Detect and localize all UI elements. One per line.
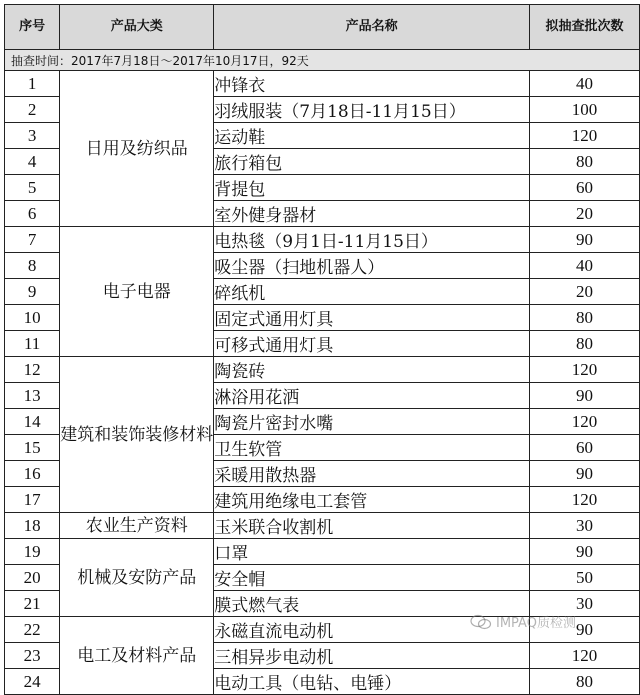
- category-cell: 电工及材料产品: [60, 617, 214, 695]
- row-index: 10: [5, 305, 60, 331]
- row-index: 22: [5, 617, 60, 643]
- batch-count: 20: [530, 201, 640, 227]
- table-row: [5, 71, 640, 97]
- product-name: 玉米联合收割机: [214, 513, 530, 539]
- table-row: [5, 513, 640, 539]
- product-name: 安全帽: [214, 565, 530, 591]
- batch-count: 90: [530, 539, 640, 565]
- row-index: 17: [5, 487, 60, 513]
- category-cell: 日用及纺织品: [60, 71, 214, 227]
- product-name: 陶瓷砖: [214, 357, 530, 383]
- batch-count: 90: [530, 461, 640, 487]
- row-index: 19: [5, 539, 60, 565]
- header-product: 产品名称: [214, 5, 530, 50]
- inspection-plan-table: [4, 4, 640, 695]
- batch-count: 120: [530, 409, 640, 435]
- row-index: 21: [5, 591, 60, 617]
- row-index: 4: [5, 149, 60, 175]
- product-name: 固定式通用灯具: [214, 305, 530, 331]
- watermark-text: IMPAQ质检测: [496, 616, 576, 631]
- batch-count: 120: [530, 643, 640, 669]
- batch-count: 50: [530, 565, 640, 591]
- product-name: 碎纸机: [214, 279, 530, 305]
- category-cell: 建筑和装饰装修材料: [60, 357, 214, 513]
- row-index: 1: [5, 71, 60, 97]
- product-name: 建筑用绝缘电工套管: [214, 487, 530, 513]
- product-name: 吸尘器（扫地机器人）: [214, 253, 530, 279]
- row-index: 11: [5, 331, 60, 357]
- batch-count: 60: [530, 435, 640, 461]
- product-name: 羽绒服装（7月18日-11月15日）: [214, 97, 530, 123]
- row-index: 3: [5, 123, 60, 149]
- row-index: 12: [5, 357, 60, 383]
- batch-count: 120: [530, 487, 640, 513]
- product-name: 采暖用散热器: [214, 461, 530, 487]
- product-name: 陶瓷片密封水嘴: [214, 409, 530, 435]
- category-cell: 农业生产资料: [60, 513, 214, 539]
- batch-count: 80: [530, 305, 640, 331]
- product-name: 室外健身器材: [214, 201, 530, 227]
- row-index: 14: [5, 409, 60, 435]
- product-name: 冲锋衣: [214, 71, 530, 97]
- batch-count: 90: [530, 383, 640, 409]
- product-name: 电热毯（9月1日-11月15日）: [214, 227, 530, 253]
- row-index: 16: [5, 461, 60, 487]
- batch-count: 60: [530, 175, 640, 201]
- product-name: 可移式通用灯具: [214, 331, 530, 357]
- row-index: 24: [5, 669, 60, 695]
- product-name: 电动工具（电钻、电锤）: [214, 669, 530, 695]
- header-batches: 拟抽查批次数: [530, 5, 640, 50]
- product-name: 背提包: [214, 175, 530, 201]
- row-index: 8: [5, 253, 60, 279]
- batch-count: 90: [530, 227, 640, 253]
- header-category: 产品大类: [60, 5, 214, 50]
- table-row: [5, 539, 640, 565]
- product-name: 三相异步电动机: [214, 643, 530, 669]
- row-index: 20: [5, 565, 60, 591]
- inspection-period: 抽查时间：2017年7月18日～2017年10月17日，92天: [5, 50, 640, 71]
- batch-count: 100: [530, 97, 640, 123]
- row-index: 13: [5, 383, 60, 409]
- product-name: 旅行箱包: [214, 149, 530, 175]
- batch-count: 30: [530, 591, 640, 617]
- table-row: [5, 357, 640, 383]
- header-index: 序号: [5, 5, 60, 50]
- batch-count: 80: [530, 331, 640, 357]
- category-cell: 机械及安防产品: [60, 539, 214, 617]
- row-index: 7: [5, 227, 60, 253]
- batch-count: 80: [530, 669, 640, 695]
- batch-count: 40: [530, 253, 640, 279]
- batch-count: 80: [530, 149, 640, 175]
- row-index: 5: [5, 175, 60, 201]
- table-row: [5, 227, 640, 253]
- product-name: 永磁直流电动机: [214, 617, 530, 643]
- batch-count: 30: [530, 513, 640, 539]
- batch-count: 120: [530, 357, 640, 383]
- batch-count: 120: [530, 123, 640, 149]
- row-index: 9: [5, 279, 60, 305]
- category-cell: 电子电器: [60, 227, 214, 357]
- table-row: [5, 617, 640, 643]
- row-index: 23: [5, 643, 60, 669]
- row-index: 15: [5, 435, 60, 461]
- product-name: 卫生软管: [214, 435, 530, 461]
- product-name: 口罩: [214, 539, 530, 565]
- period-row: [5, 50, 640, 71]
- product-name: 淋浴用花洒: [214, 383, 530, 409]
- header-row: [5, 5, 640, 50]
- batch-count: 20: [530, 279, 640, 305]
- row-index: 2: [5, 97, 60, 123]
- row-index: 6: [5, 201, 60, 227]
- batch-count: 90: [530, 617, 640, 643]
- product-name: 运动鞋: [214, 123, 530, 149]
- batch-count: 40: [530, 71, 640, 97]
- row-index: 18: [5, 513, 60, 539]
- product-name: 膜式燃气表: [214, 591, 530, 617]
